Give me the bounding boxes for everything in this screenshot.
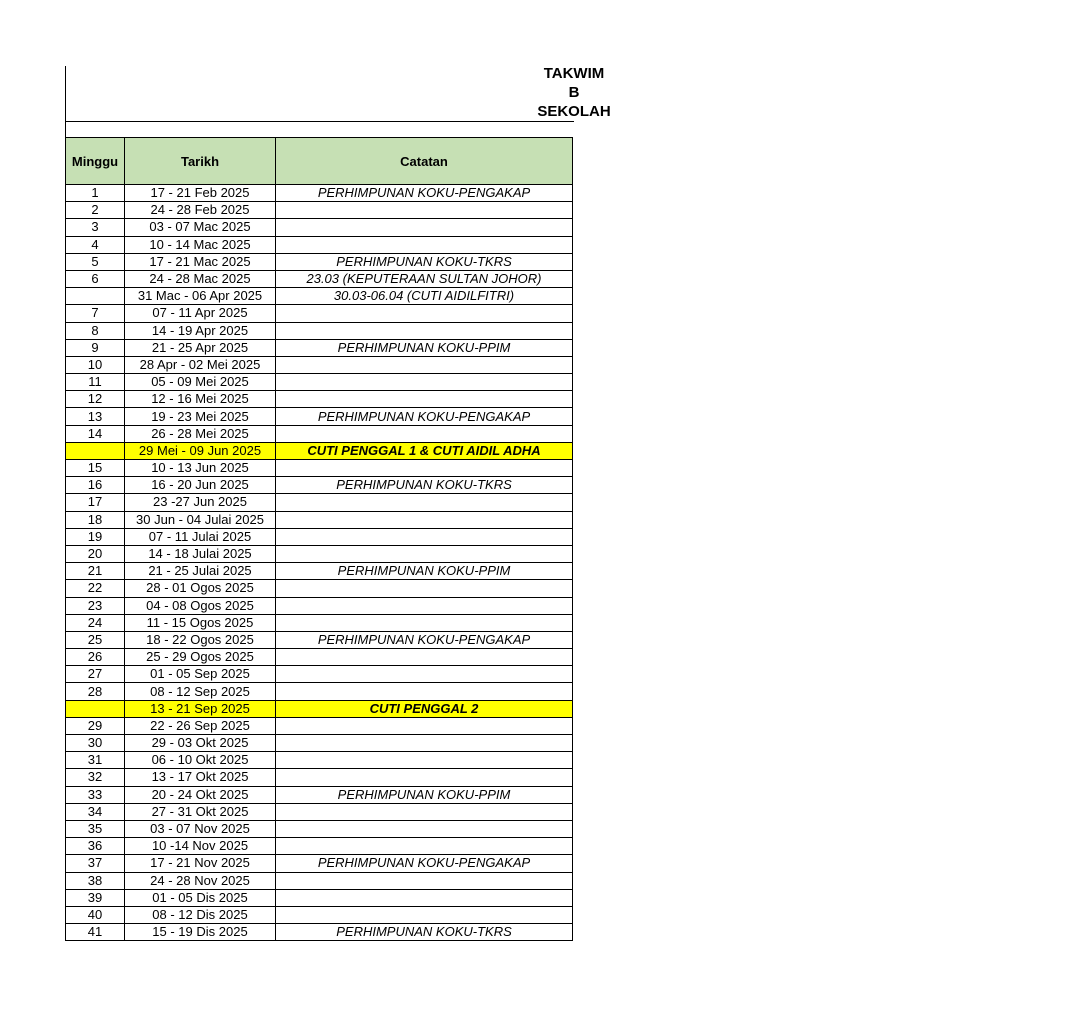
date-cell: 03 - 07 Nov 2025 xyxy=(125,820,276,837)
note-cell xyxy=(276,528,573,545)
note-cell xyxy=(276,236,573,253)
week-cell: 5 xyxy=(66,253,125,270)
note-cell xyxy=(276,872,573,889)
date-cell: 17 - 21 Feb 2025 xyxy=(125,185,276,202)
note-cell: CUTI PENGGAL 1 & CUTI AIDIL ADHA xyxy=(276,442,573,459)
week-cell: 6 xyxy=(66,270,125,287)
note-cell: 30.03-06.04 (CUTI AIDILFITRI) xyxy=(276,288,573,305)
table-row xyxy=(66,906,573,923)
table-row xyxy=(66,545,573,562)
note-cell xyxy=(276,838,573,855)
date-cell: 10 -14 Nov 2025 xyxy=(125,838,276,855)
title-block xyxy=(66,62,611,122)
note-cell xyxy=(276,820,573,837)
note-cell xyxy=(276,511,573,528)
date-cell: 10 - 14 Mac 2025 xyxy=(125,236,276,253)
week-cell: 35 xyxy=(66,820,125,837)
week-cell xyxy=(66,288,125,305)
week-cell: 38 xyxy=(66,872,125,889)
note-cell xyxy=(276,460,573,477)
week-cell: 12 xyxy=(66,391,125,408)
week-cell: 28 xyxy=(66,683,125,700)
table-row xyxy=(66,219,573,236)
header-catatan: Catatan xyxy=(276,138,573,185)
note-cell xyxy=(276,580,573,597)
table-row xyxy=(66,391,573,408)
note-cell xyxy=(276,305,573,322)
table-row xyxy=(66,597,573,614)
title-line-1: TAKWIM xyxy=(543,65,605,82)
table-row xyxy=(66,872,573,889)
date-cell: 14 - 19 Apr 2025 xyxy=(125,322,276,339)
holiday-row xyxy=(66,700,573,717)
date-cell: 29 - 03 Okt 2025 xyxy=(125,735,276,752)
week-cell: 13 xyxy=(66,408,125,425)
table-row xyxy=(66,322,573,339)
date-cell: 27 - 31 Okt 2025 xyxy=(125,803,276,820)
note-cell xyxy=(276,803,573,820)
table-row xyxy=(66,356,573,373)
table-row xyxy=(66,511,573,528)
table-row xyxy=(66,631,573,648)
date-cell: 05 - 09 Mei 2025 xyxy=(125,374,276,391)
table-row xyxy=(66,339,573,356)
note-cell: PERHIMPUNAN KOKU-TKRS xyxy=(276,477,573,494)
note-cell xyxy=(276,769,573,786)
date-cell: 13 - 21 Sep 2025 xyxy=(125,700,276,717)
week-cell: 17 xyxy=(66,494,125,511)
week-cell xyxy=(66,442,125,459)
week-cell: 14 xyxy=(66,425,125,442)
note-cell: CUTI PENGGAL 2 xyxy=(276,700,573,717)
week-cell: 20 xyxy=(66,545,125,562)
table-row xyxy=(66,735,573,752)
week-cell: 16 xyxy=(66,477,125,494)
note-cell xyxy=(276,391,573,408)
note-cell xyxy=(276,202,573,219)
note-cell xyxy=(276,545,573,562)
note-cell xyxy=(276,735,573,752)
note-cell xyxy=(276,717,573,734)
header-tarikh: Tarikh xyxy=(125,138,276,185)
week-cell: 34 xyxy=(66,803,125,820)
title-line-3: SEKOLAH xyxy=(537,103,611,120)
note-cell xyxy=(276,649,573,666)
week-cell: 36 xyxy=(66,838,125,855)
note-cell xyxy=(276,356,573,373)
week-cell: 24 xyxy=(66,614,125,631)
week-cell: 37 xyxy=(66,855,125,872)
table-row xyxy=(66,649,573,666)
note-cell: PERHIMPUNAN KOKU-PPIM xyxy=(276,339,573,356)
note-cell: 23.03 (KEPUTERAAN SULTAN JOHOR) xyxy=(276,270,573,287)
week-cell: 31 xyxy=(66,752,125,769)
date-cell: 03 - 07 Mac 2025 xyxy=(125,219,276,236)
week-cell: 39 xyxy=(66,889,125,906)
date-cell: 01 - 05 Dis 2025 xyxy=(125,889,276,906)
date-cell: 20 - 24 Okt 2025 xyxy=(125,786,276,803)
table-row xyxy=(66,838,573,855)
note-cell: PERHIMPUNAN KOKU-PENGAKAP xyxy=(276,855,573,872)
week-cell: 30 xyxy=(66,735,125,752)
table-row xyxy=(66,580,573,597)
date-cell: 24 - 28 Feb 2025 xyxy=(125,202,276,219)
table-row xyxy=(66,408,573,425)
note-cell xyxy=(276,374,573,391)
calendar-table xyxy=(65,137,573,941)
table-row xyxy=(66,305,573,322)
week-cell: 2 xyxy=(66,202,125,219)
date-cell: 29 Mei - 09 Jun 2025 xyxy=(125,442,276,459)
week-cell: 15 xyxy=(66,460,125,477)
date-cell: 01 - 05 Sep 2025 xyxy=(125,666,276,683)
table-row xyxy=(66,202,573,219)
table-row xyxy=(66,820,573,837)
note-cell xyxy=(276,906,573,923)
week-cell: 40 xyxy=(66,906,125,923)
week-cell: 3 xyxy=(66,219,125,236)
date-cell: 06 - 10 Okt 2025 xyxy=(125,752,276,769)
week-cell: 21 xyxy=(66,563,125,580)
date-cell: 13 - 17 Okt 2025 xyxy=(125,769,276,786)
header-minggu: Minggu xyxy=(66,138,125,185)
week-cell: 1 xyxy=(66,185,125,202)
note-cell xyxy=(276,219,573,236)
table-row xyxy=(66,236,573,253)
table-row xyxy=(66,425,573,442)
note-cell xyxy=(276,666,573,683)
week-cell: 29 xyxy=(66,717,125,734)
week-cell: 7 xyxy=(66,305,125,322)
header-row xyxy=(66,138,573,185)
date-cell: 28 Apr - 02 Mei 2025 xyxy=(125,356,276,373)
date-cell: 14 - 18 Julai 2025 xyxy=(125,545,276,562)
table-row xyxy=(66,288,573,305)
table-row xyxy=(66,889,573,906)
week-cell: 27 xyxy=(66,666,125,683)
note-cell: PERHIMPUNAN KOKU-PENGAKAP xyxy=(276,185,573,202)
date-cell: 10 - 13 Jun 2025 xyxy=(125,460,276,477)
date-cell: 26 - 28 Mei 2025 xyxy=(125,425,276,442)
table-row xyxy=(66,563,573,580)
date-cell: 21 - 25 Julai 2025 xyxy=(125,563,276,580)
week-cell: 18 xyxy=(66,511,125,528)
date-cell: 07 - 11 Julai 2025 xyxy=(125,528,276,545)
table-row xyxy=(66,460,573,477)
title-line-2: B xyxy=(568,84,580,101)
table-row xyxy=(66,717,573,734)
table-row xyxy=(66,786,573,803)
week-cell: 11 xyxy=(66,374,125,391)
blank-row xyxy=(65,121,574,137)
table-row xyxy=(66,185,573,202)
week-cell: 41 xyxy=(66,924,125,941)
date-cell: 08 - 12 Sep 2025 xyxy=(125,683,276,700)
note-cell xyxy=(276,597,573,614)
table-row xyxy=(66,374,573,391)
week-cell: 19 xyxy=(66,528,125,545)
table-row xyxy=(66,683,573,700)
note-cell: PERHIMPUNAN KOKU-TKRS xyxy=(276,924,573,941)
table-row xyxy=(66,924,573,941)
table-row xyxy=(66,666,573,683)
date-cell: 07 - 11 Apr 2025 xyxy=(125,305,276,322)
week-cell xyxy=(66,700,125,717)
note-cell: PERHIMPUNAN KOKU-PENGAKAP xyxy=(276,408,573,425)
table-row xyxy=(66,855,573,872)
date-cell: 30 Jun - 04 Julai 2025 xyxy=(125,511,276,528)
date-cell: 12 - 16 Mei 2025 xyxy=(125,391,276,408)
calendar-rows xyxy=(66,185,573,941)
note-cell: PERHIMPUNAN KOKU-TKRS xyxy=(276,253,573,270)
table-row xyxy=(66,494,573,511)
date-cell: 25 - 29 Ogos 2025 xyxy=(125,649,276,666)
table-row xyxy=(66,803,573,820)
date-cell: 16 - 20 Jun 2025 xyxy=(125,477,276,494)
date-cell: 21 - 25 Apr 2025 xyxy=(125,339,276,356)
note-cell: PERHIMPUNAN KOKU-PPIM xyxy=(276,786,573,803)
week-cell: 32 xyxy=(66,769,125,786)
note-cell xyxy=(276,614,573,631)
week-cell: 8 xyxy=(66,322,125,339)
date-cell: 31 Mac - 06 Apr 2025 xyxy=(125,288,276,305)
note-cell xyxy=(276,494,573,511)
date-cell: 17 - 21 Nov 2025 xyxy=(125,855,276,872)
note-cell: PERHIMPUNAN KOKU-PPIM xyxy=(276,563,573,580)
week-cell: 9 xyxy=(66,339,125,356)
table-row xyxy=(66,614,573,631)
date-cell: 24 - 28 Nov 2025 xyxy=(125,872,276,889)
week-cell: 10 xyxy=(66,356,125,373)
date-cell: 24 - 28 Mac 2025 xyxy=(125,270,276,287)
holiday-row xyxy=(66,442,573,459)
date-cell: 04 - 08 Ogos 2025 xyxy=(125,597,276,614)
table-row xyxy=(66,270,573,287)
date-cell: 11 - 15 Ogos 2025 xyxy=(125,614,276,631)
table-row xyxy=(66,477,573,494)
note-cell xyxy=(276,889,573,906)
week-cell: 4 xyxy=(66,236,125,253)
table-row xyxy=(66,769,573,786)
note-cell xyxy=(276,752,573,769)
note-cell xyxy=(276,322,573,339)
date-cell: 17 - 21 Mac 2025 xyxy=(125,253,276,270)
table-row xyxy=(66,253,573,270)
week-cell: 25 xyxy=(66,631,125,648)
date-cell: 08 - 12 Dis 2025 xyxy=(125,906,276,923)
note-cell: PERHIMPUNAN KOKU-PENGAKAP xyxy=(276,631,573,648)
date-cell: 19 - 23 Mei 2025 xyxy=(125,408,276,425)
note-cell xyxy=(276,425,573,442)
date-cell: 15 - 19 Dis 2025 xyxy=(125,924,276,941)
table-row xyxy=(66,528,573,545)
date-cell: 23 -27 Jun 2025 xyxy=(125,494,276,511)
week-cell: 33 xyxy=(66,786,125,803)
week-cell: 23 xyxy=(66,597,125,614)
note-cell xyxy=(276,683,573,700)
week-cell: 22 xyxy=(66,580,125,597)
week-cell: 26 xyxy=(66,649,125,666)
date-cell: 28 - 01 Ogos 2025 xyxy=(125,580,276,597)
date-cell: 18 - 22 Ogos 2025 xyxy=(125,631,276,648)
date-cell: 22 - 26 Sep 2025 xyxy=(125,717,276,734)
table-row xyxy=(66,752,573,769)
